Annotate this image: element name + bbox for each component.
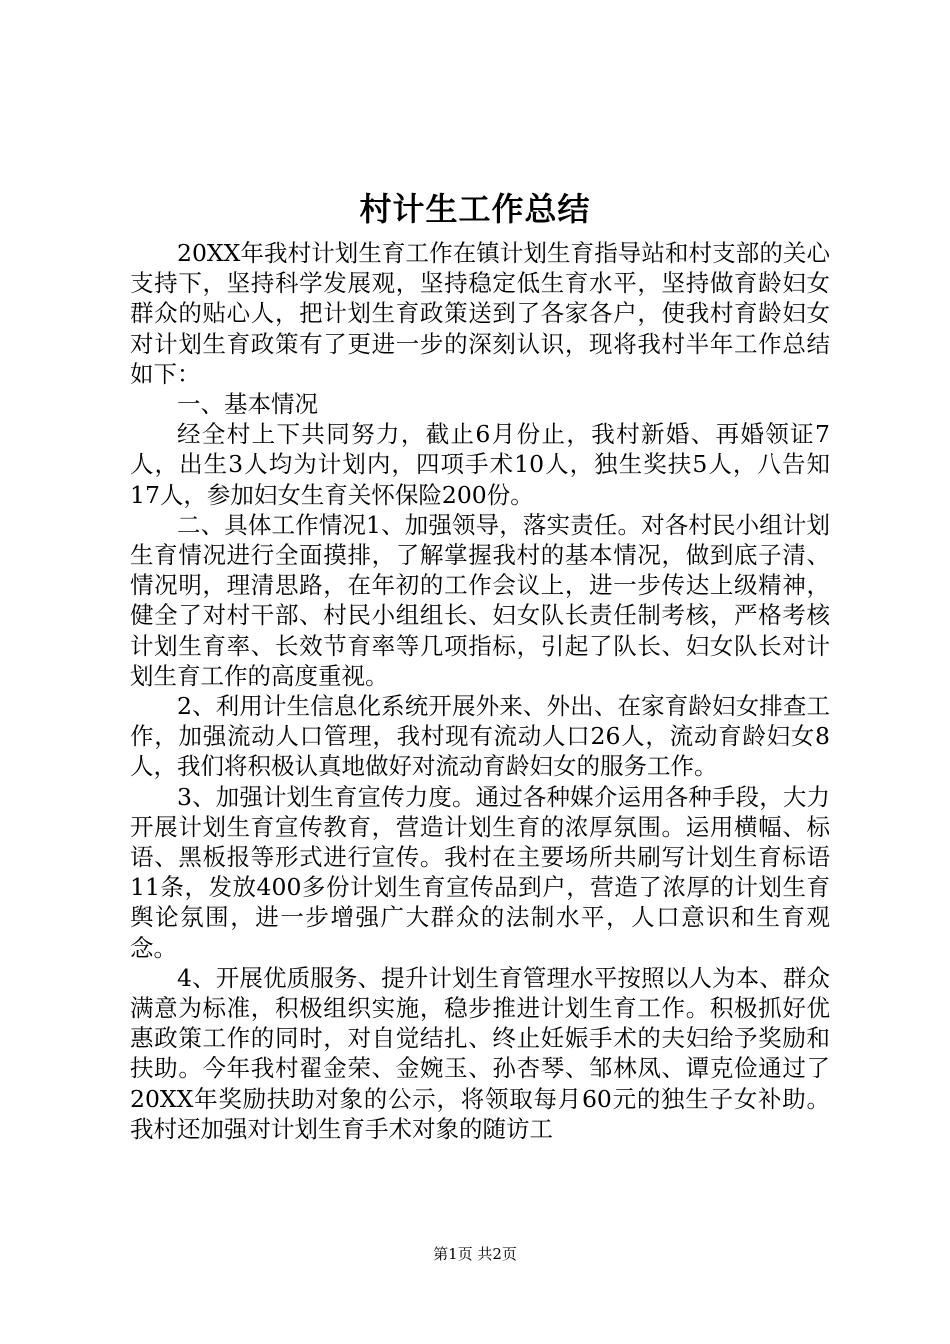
paragraph-specific-work-2: 2、利用计生信息化系统开展外来、外出、在家育龄妇女排查工作，加强流动人口管理，我村现有流动人口26人，流动育龄妇女8人，我们将积极认真地做好对流动育龄妇女的服务工作。	[130, 692, 830, 781]
paragraph-specific-work-4: 4、开展优质服务、提升计划生育管理水平按照以人为本、群众满意为标准，积极组织实施，稳步推进计划生育工作。积极抓好优惠政策工作的同时，对自觉结扎、终止妊娠手术的夫妇给予奖励和扶助。今年我村翟金荣、金婉玉、孙杏琴、邹林凤、谭克俭通过了20XX年奖励扶助对象的公示，将领取每月60元的独生子女补助。我村还加强对计划生育手术对象的随访工	[130, 963, 830, 1143]
document-body	[130, 238, 830, 1144]
document-title: 村计生工作总结	[359, 190, 591, 228]
paragraph-intro: 20XX年我村计划生育工作在镇计划生育指导站和村支部的关心支持下，坚持科学发展观，坚持稳定低生育水平，坚持做育龄妇女群众的贴心人，把计划生育政策送到了各家各户，使我村育龄妇女对计划生育政策有了更进一步的深刻认识，现将我村半年工作总结如下：	[130, 239, 830, 388]
paragraph-basic-situation: 经全村上下共同努力，截止6月份止，我村新婚、再婚领证7人，出生3人均为计划内，四项手术10人，独生奖扶5人，八告知17人，参加妇女生育关怀保险200份。	[130, 420, 830, 509]
paragraph-specific-work-3: 3、加强计划生育宣传力度。通过各种媒介运用各种手段，大力开展计划生育宣传教育，营造计划生育的浓厚氛围。运用横幅、标语、黑板报等形式进行宣传。我村在主要场所共刷写计划生育标语11条，发放400多份计划生育宣传品到户，营造了浓厚的计划生育舆论氛围，进一步增强广大群众的法制水平，人口意识和生育观念。	[130, 782, 830, 962]
section-heading-basic-situation: 一、基本情况	[177, 390, 318, 419]
page-number-footer: 第1页 共2页	[433, 1245, 517, 1263]
paragraph-specific-work-1: 二、具体工作情况1、加强领导，落实责任。对各村民小组计划生育情况进行全面摸排，了解掌握我村的基本情况，做到底子清、情况明，理清思路，在年初的工作会议上，进一步传达上级精神，健全了对村干部、村民小组组长、妇女队长责任制考核，严格考核计划生育率、长效节育率等几项指标，引起了队长、妇女队长对计划生育工作的高度重视。	[130, 510, 830, 690]
